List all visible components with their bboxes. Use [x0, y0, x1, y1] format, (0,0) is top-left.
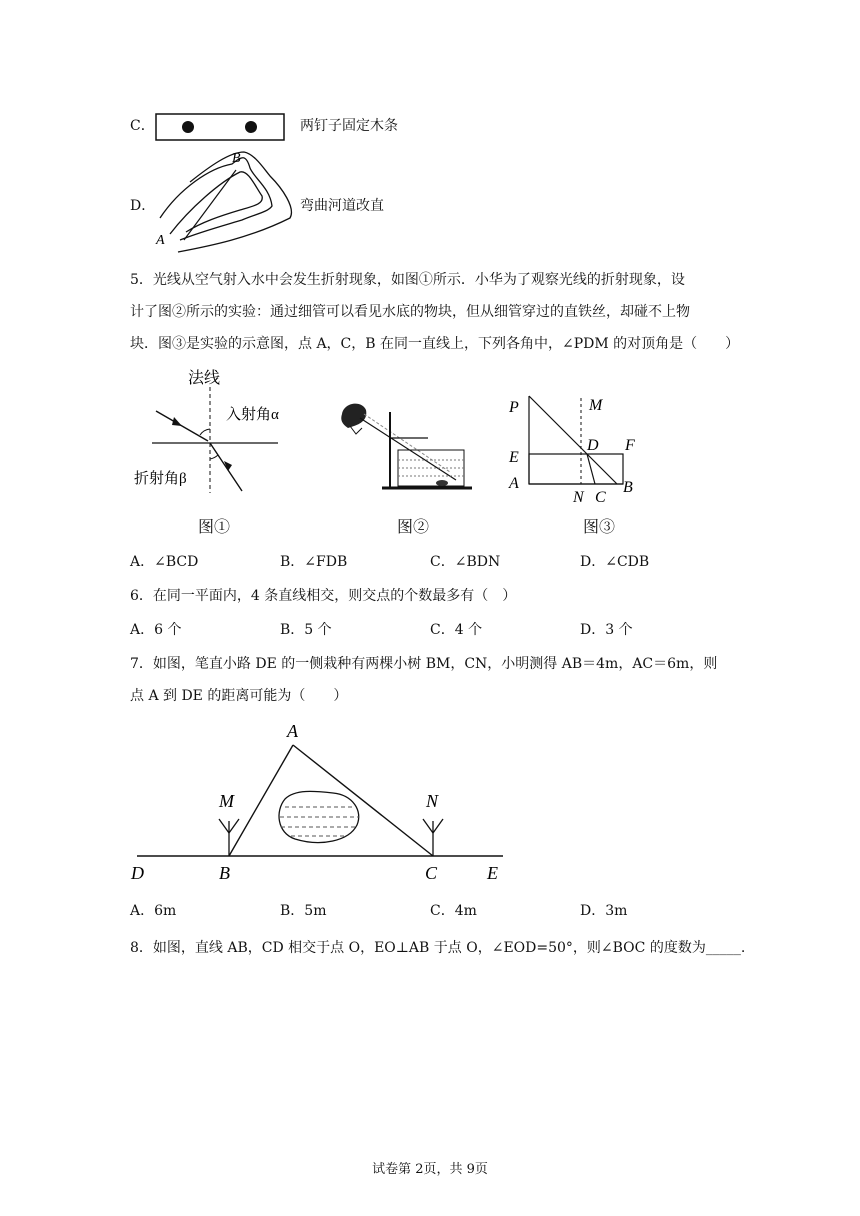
river-label-b: B — [232, 151, 241, 166]
q4-d-prefix: D． — [130, 198, 156, 214]
q7-option-b[interactable]: B．5m — [280, 903, 327, 919]
road-trees-figure — [125, 715, 515, 887]
road-point-c-label: C — [425, 863, 438, 883]
river-label-a: A — [156, 233, 165, 248]
point-a-label: A — [509, 475, 519, 492]
q5-option-c[interactable]: C．∠BDN — [430, 554, 501, 570]
road-point-b-label: B — [219, 863, 230, 883]
q4-option-c — [130, 116, 155, 136]
q5-option-a[interactable]: A．∠BCD — [130, 554, 199, 570]
q5-option-b[interactable]: B．∠FDB — [280, 554, 348, 570]
q8-text: 8．如图，直线 AB，CD 相交于点 O，EO⊥AB 于点 O，∠EOD=50°，则∠BOC 的度数为_____. — [130, 940, 746, 956]
q7-option-a[interactable]: A．6m — [130, 903, 177, 919]
refraction-figure — [130, 365, 290, 500]
q5-line-1: 5．光线从空气射入水中会发生折射现象，如图①所示．小华为了观察光线的折射现象，设 — [130, 272, 685, 288]
point-e-label: E — [509, 449, 519, 466]
q7-option-c[interactable]: C．4m — [430, 903, 477, 919]
point-c-label: C — [595, 489, 606, 506]
q5-line-3: 块．图③是实验的示意图，点 A，C，B 在同一直线上，下列各角中，∠PDM 的对顶角是（ ） — [130, 336, 740, 352]
point-m-label: M — [589, 397, 603, 414]
geometry-figure-3 — [505, 392, 650, 507]
point-f-label: F — [625, 437, 635, 454]
two-nails-strip-figure — [155, 113, 285, 141]
fig3-caption: 图③ — [583, 517, 616, 536]
q7-line-2: 点 A 到 DE 的距离可能为（ ） — [130, 688, 348, 704]
road-point-d-label: D — [131, 863, 144, 883]
point-b-label: B — [623, 479, 633, 496]
q7-line-1: 7．如图，笔直小路 DE 的一侧栽种有两棵小树 BM，CN，小明测得 AB＝4m，AC＝6m，则 — [130, 656, 718, 672]
q6-option-b[interactable]: B．5 个 — [280, 622, 332, 638]
tree-m-label: M — [219, 791, 234, 811]
page-footer: 试卷第 2页，共 9页 — [372, 1162, 488, 1177]
fig1-caption: 图① — [198, 517, 231, 536]
q7-option-d[interactable]: D．3m — [580, 903, 628, 919]
q4-d-text: 弯曲河道改直 — [300, 198, 384, 214]
q4-c-text: 两钉子固定木条 — [300, 118, 398, 134]
point-n-label: N — [573, 489, 584, 506]
q6-option-a[interactable]: A．6 个 — [130, 622, 182, 638]
curved-river-figure — [150, 148, 298, 260]
experiment-figure — [332, 398, 480, 498]
incident-angle-label: 入射角α — [226, 407, 279, 423]
q5-line-2: 计了图②所示的实验：通过细管可以看见水底的物块，但从细管穿过的直铁丝，却碰不上物 — [130, 304, 690, 320]
q6-option-c[interactable]: C．4 个 — [430, 622, 483, 638]
q6-text: 6．在同一平面内，4 条直线相交，则交点的个数最多有（ ） — [130, 588, 517, 604]
refraction-angle-label: 折射角β — [134, 471, 187, 487]
point-d-label: D — [587, 437, 599, 454]
q5-option-d[interactable]: D．∠CDB — [580, 554, 650, 570]
tree-n-label: N — [426, 791, 439, 811]
q6-option-d[interactable]: D．3 个 — [580, 622, 633, 638]
normal-line-label: 法线 — [188, 370, 221, 387]
fig2-caption: 图② — [397, 517, 430, 536]
road-point-e-label: E — [487, 863, 498, 883]
q4-c-prefix: C． — [130, 118, 155, 134]
road-point-a-label: A — [287, 721, 298, 741]
point-p-label: P — [509, 399, 519, 416]
